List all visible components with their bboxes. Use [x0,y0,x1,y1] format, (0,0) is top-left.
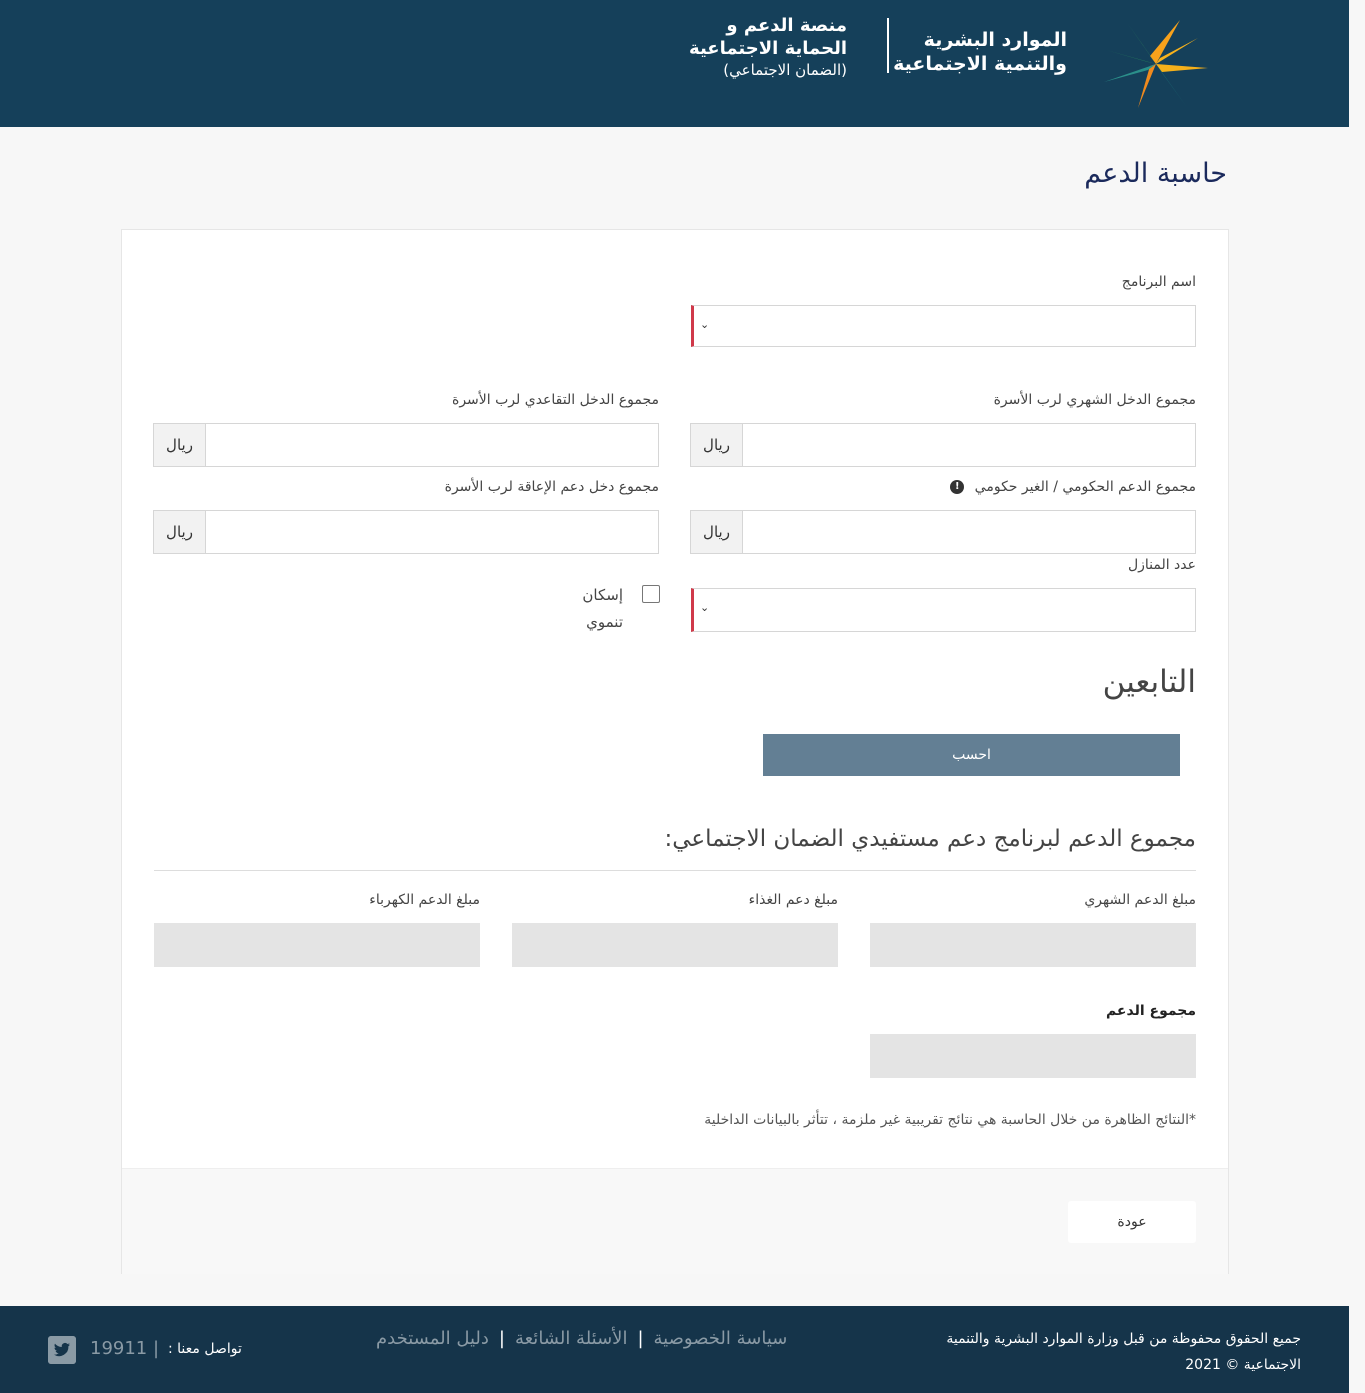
currency-unit: ريال [154,511,206,553]
platform-name-line1: منصة الدعم و [726,15,847,36]
monthly-income-label: مجموع الدخل الشهري لرب الأسرة [993,392,1196,408]
back-button[interactable]: عودة [1068,1201,1196,1243]
developmental-housing-label [582,582,623,636]
disability-income-input[interactable] [153,510,659,554]
info-icon[interactable]: ! [950,480,964,494]
retirement-income-label: مجموع الدخل التقاعدي لرب الأسرة [452,392,659,408]
retirement-income-input[interactable] [153,423,659,467]
developmental-housing-label-line1: إسكان [582,586,623,604]
ministry-name-line1: الموارد البشرية [923,29,1067,51]
copyright [901,1326,1301,1378]
gov-support-label [950,479,1196,495]
program-name-label: اسم البرنامج [1121,274,1196,290]
results-note: *النتائج الظاهرة من خلال الحاسبة هي نتائج تقريبية غير ملزمة ، تتأثر بالبيانات الداخلية [704,1112,1196,1128]
gov-support-input[interactable] [690,510,1196,554]
currency-unit: ريال [691,424,743,466]
ministry-logo-icon [1098,18,1214,110]
contact-label: تواصل معنا : [168,1341,242,1357]
monthly-income-input[interactable] [690,423,1196,467]
electricity-support-output [154,923,480,967]
contact-phone[interactable]: 19911 | [90,1338,160,1359]
chevron-down-icon: ⌄ [700,601,710,614]
link-separator: | [498,1328,505,1349]
results-title: مجموع الدعم لبرنامج دعم مستفيدي الضمان الاجتماعي: [664,826,1196,852]
link-separator: | [637,1328,644,1349]
calculator-card [121,229,1229,1274]
electricity-support-label: مبلغ الدعم الكهرباء [369,892,480,908]
site-footer [0,1306,1349,1393]
currency-unit: ريال [691,511,743,553]
footer-links [376,1328,787,1349]
total-support-label: مجموع الدعم [1105,1003,1196,1019]
developmental-housing-checkbox[interactable] [642,585,660,603]
food-support-output [512,923,838,967]
houses-count-select[interactable] [691,588,1196,632]
copyright-line1: جميع الحقوق محفوظة من قبل وزارة الموارد البشرية والتنمية [946,1331,1301,1347]
ministry-name-line2: والتنمية الاجتماعية [893,53,1067,75]
faq-link[interactable]: الأسئلة الشائعة [514,1328,628,1349]
houses-count-label: عدد المنازل [1127,557,1196,573]
user-guide-link[interactable]: دليل المستخدم [376,1328,489,1349]
chevron-down-icon: ⌄ [700,318,710,331]
card-footer [122,1168,1228,1274]
privacy-policy-link[interactable]: سياسة الخصوصية [653,1328,788,1349]
platform-name-line3: (الضمان الاجتماعي) [723,61,847,79]
platform-name-line2: الحماية الاجتماعية [689,38,847,59]
platform-name [689,14,847,80]
ministry-name [893,28,1067,76]
site-header [0,0,1349,127]
page-title: حاسبة الدعم [1084,158,1227,189]
disability-income-label: مجموع دخل دعم الإعاقة لرب الأسرة [444,479,659,495]
calculate-button[interactable]: احسب [763,734,1180,776]
food-support-label: مبلغ دعم الغذاء [748,892,838,908]
monthly-support-output [870,923,1196,967]
dependents-title: التابعين [1102,664,1196,700]
copyright-line2: الاجتماعية © 2021 [1185,1357,1301,1373]
monthly-support-label: مبلغ الدعم الشهري [1084,892,1196,908]
developmental-housing-label-line2: تنموي [586,613,623,631]
gov-support-label-text: مجموع الدعم الحكومي / الغير حكومي [974,479,1196,495]
header-divider [887,18,889,73]
currency-unit: ريال [154,424,206,466]
twitter-icon[interactable] [48,1336,76,1364]
program-name-select[interactable] [691,305,1196,347]
total-support-output [870,1034,1196,1078]
results-divider [154,870,1196,871]
